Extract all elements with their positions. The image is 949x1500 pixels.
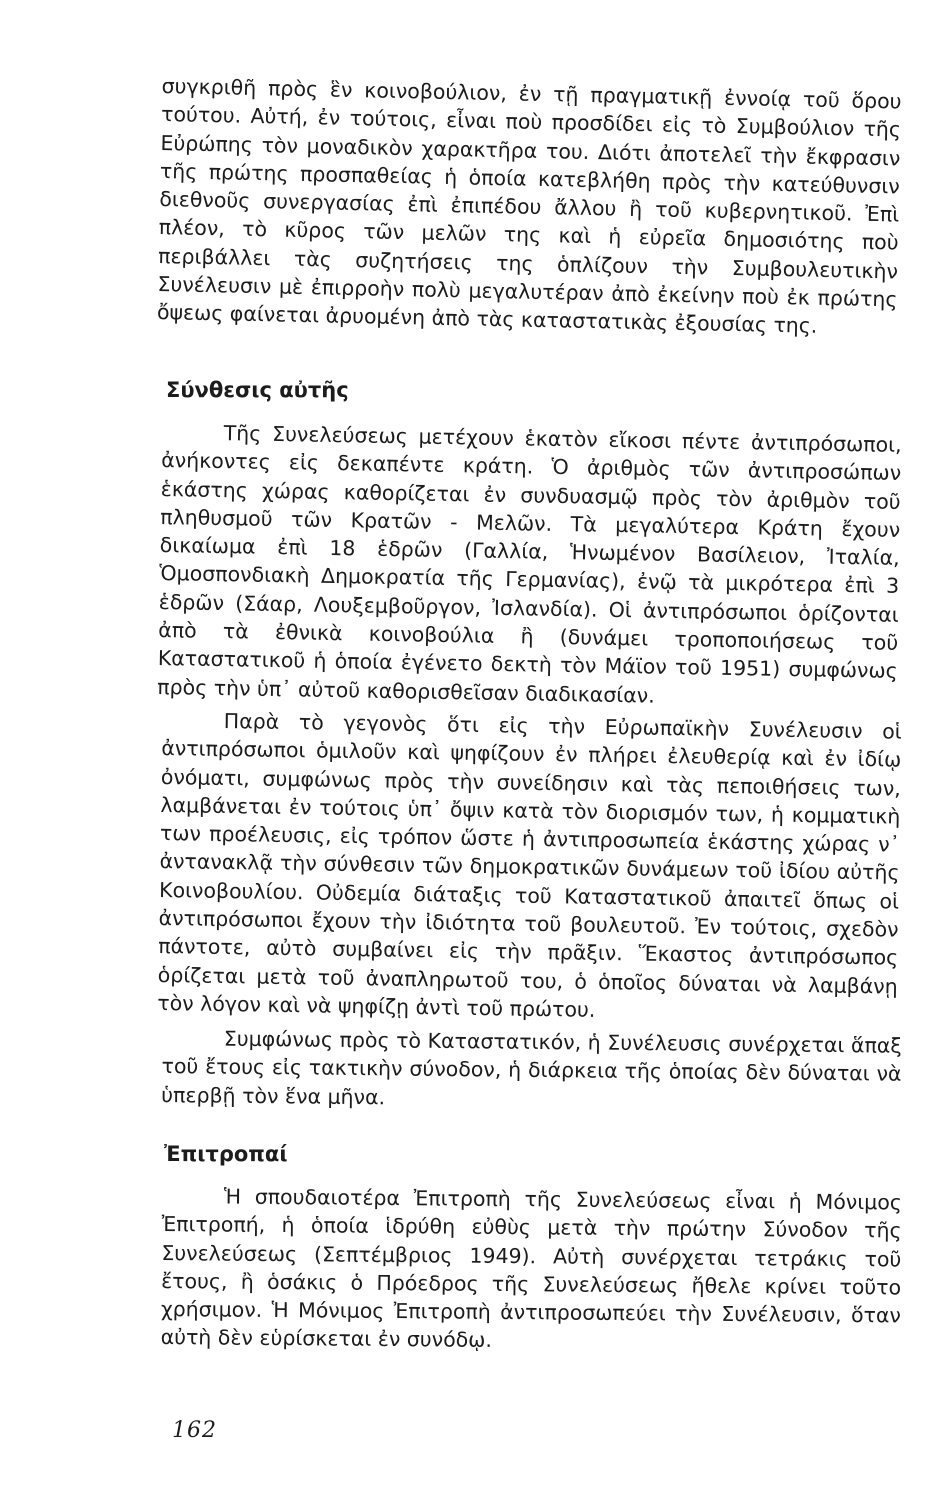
paragraph-committees: Ἡ σπουδαιοτέρα Ἐπιτροπὴ τῆς Συνελεύσεως εἶναι ἡ Μόνιμος Ἐπιτροπή, ἡ ὁποία ἱδρύθη εὐθὺς μετὰ τὴν πρώτην Σύνοδον τῆς Συνελεύσεως (Σεπτέμβριος 1949). Αὐτὴ συνέρχεται τετράκις τοῦ ἔτους, ἢ ὁσάκις ὁ Πρόεδρος τῆς Συνελεύσεως ἤθελε κρίνει τοῦτο χρήσιμον. Ἡ Μόνιμος Ἐπιτροπὴ ἀντιπροσωπεύει τὴν Συνέλευσιν, ὅταν αὐτὴ δὲν εὑρίσκεται ἐν συνόδῳ. xyxy=(160,1184,902,1353)
page-number: 162 xyxy=(172,1418,217,1443)
paragraph-continued: συγκριθῆ πρὸς ἓν κοινοβούλιον, ἐν τῇ πραγματικῇ ἐννοίᾳ τοῦ ὅρου τούτου. Αὐτή, ἐν τούτοις, εἶναι ποὺ προσδίδει εἰς τὸ Συμβούλιον τῆς Εὐρώπης τὸν μοναδικὸν χαρακτῆρα του. Διότι ἀποτελεῖ τὴν ἔκφρασιν τῆς πρώτης προσπαθείας ἡ ὁποία κατεβλήθη πρὸς τὴν κατεύθυνσιν διεθνοῦς συνεργασίας ἐπὶ ἐπιπέδου ἄλλου ἢ τοῦ κυβερνητικοῦ. Ἐπὶ πλέον, τὸ κῦρος τῶν μελῶν της καὶ ἡ εὐρεῖα δημοσιότης ποὺ περιβάλλει τὰς συζητήσεις της ὁπλίζουν τὴν Συμβουλευτικὴν Συνέλευσιν μὲ ἐπιρροὴν πολὺ μεγαλυτέραν ἀπὸ ἐκείνην ποὺ ἐκ πρώτης ὄψεως φαίνεται ἀρυομένη ἀπὸ τὰς καταστατικὰς ἐξουσίας της. xyxy=(156,73,902,339)
paragraph-composition: Τῆς Συνελεύσεως μετέχουν ἑκατὸν εἴκοσι πέντε ἀντιπρόσωποι, ἀνήκοντες εἰς δεκαπέντε κράτη. Ὁ ἀριθμὸς τῶν ἀντιπροσώπων ἑκάστης χώρας καθορίζεται ἐν συνδυασμῷ πρὸς τὸν ἀριθμὸν τοῦ πληθυσμοῦ τῶν Κρατῶν - Μελῶν. Τὰ μεγαλύτερα Κράτη ἔχουν δικαίωμα ἐπὶ 18 ἑδρῶν (Γαλλία, Ἡνωμένον Βασίλειον, Ἰταλία, Ὁμοσπονδιακὴ Δημοκρατία τῆς Γερμανίας), ἐνῷ τὰ μικρότερα ἐπὶ 3 ἑδρῶν (Σάαρ, Λουξεμβοῦργον, Ἰσλανδία). Οἱ ἀντιπρόσωποι ὁρίζονται ἀπὸ τὰ ἐθνικὰ κοινοβούλια ἢ (δυνάμει τροποποιήσεως τοῦ Καταστατικοῦ ἡ ὁποία ἐγένετο δεκτὴ τὸν Μάϊον τοῦ 1951) συμφώνως πρὸς τὴν ὑπ᾽ αὐτοῦ καθορισθεῖσαν διαδικασίαν. xyxy=(157,421,902,708)
section-heading-committees: Ἐπιτροπαί xyxy=(164,1142,288,1166)
paragraph-representatives: Παρὰ τὸ γεγονὸς ὅτι εἰς τὴν Εὐρωπαϊκὴν Συνέλευσιν οἱ ἀντιπρόσωποι ὁμιλοῦν καὶ ψηφίζουν ἐν πλήρει ἐλευθερίᾳ καὶ ἐν ἰδίῳ ὀνόματι, συμφώνως πρὸς τὴν συνείδησιν καὶ τὰς πεποιθήσεις των, λαμβάνεται ἐν τούτοις ὑπ᾽ ὄψιν κατὰ τὸν διορισμόν των, ἡ κομματικὴ των προέλευσις, εἰς τρόπον ὥστε ἡ ἀντιπροσωπεία ἑκάστης χώρας ν᾽ ἀντανακλᾷ τὴν σύνθεσιν τῶν δημοκρατικῶν δυνάμεων τοῦ ἰδίου αὐτῆς Κοινοβουλίου. Οὐδεμία διάταξις τοῦ Καταστατικοῦ ἀπαιτεῖ ὅπως οἱ ἀντιπρόσωποι ἔχουν τὴν ἰδιότητα τοῦ βουλευτοῦ. Ἐν τούτοις, σχεδὸν πάντοτε, αὐτὸ συμβαίνει εἰς τὴν πρᾶξιν. Ἕκαστος ἀντιπρόσωπος ὁρίζεται μετὰ τοῦ ἀναπληρωτοῦ του, ὁ ὁποῖος δύναται νὰ λαμβάνῃ τὸν λόγον καὶ νὰ ψηφίζῃ ἀντὶ τοῦ πρώτου. xyxy=(157,708,902,1022)
section-heading-composition: Σύνθεσις αὐτῆς xyxy=(166,378,349,402)
paragraph-session: Συμφώνως πρὸς τὸ Καταστατικόν, ἡ Συνέλευσις συνέρχεται ἅπαξ τοῦ ἔτους εἰς τακτικὴν σύνοδον, ἡ διάρκεια τῆς ὁποίας δὲν δύναται νὰ ὑπερβῇ τὸν ἕνα μῆνα. xyxy=(161,1026,902,1109)
